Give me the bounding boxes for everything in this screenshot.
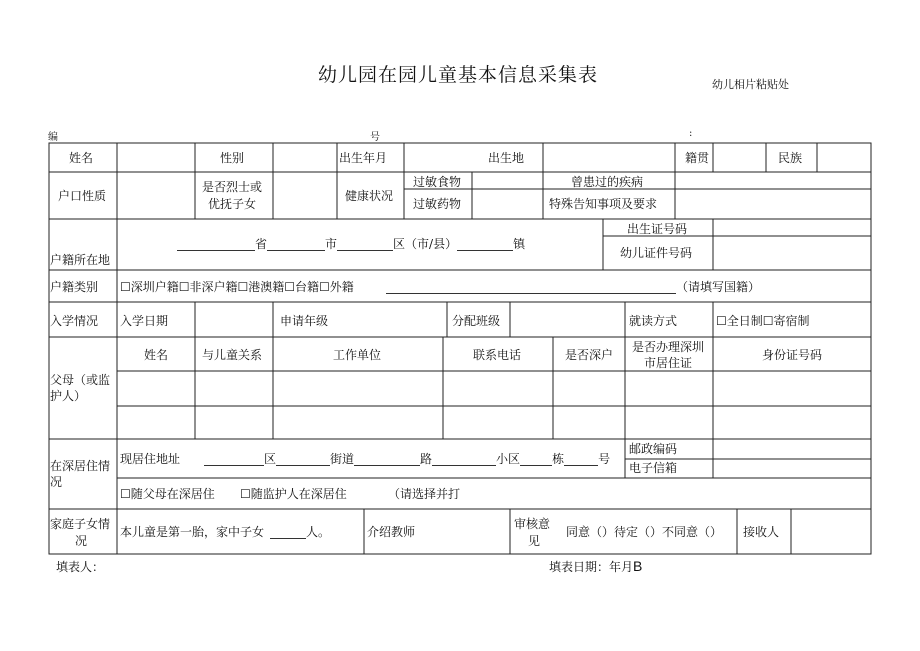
- label-martyr-2: 优抚子女: [208, 197, 257, 211]
- label-postcode: 邮政编码: [629, 442, 678, 456]
- hukou-address-line: [177, 237, 525, 251]
- address-street-label: 街道: [330, 452, 355, 466]
- label-residence-1: 在深居住情: [50, 459, 111, 473]
- number-colon: :: [689, 128, 693, 139]
- city-label: 市: [325, 237, 338, 251]
- fill-date-label: 填表日期：年月: [549, 560, 634, 574]
- nationality-hint: （请填写国籍）: [676, 280, 761, 294]
- persons-label: 人。: [306, 525, 331, 539]
- label-residence-2: 况: [50, 475, 63, 489]
- photo-placeholder-note: 幼儿相片粘贴处: [712, 78, 789, 91]
- label-hukou-category: 户籍类别: [50, 280, 99, 294]
- option-with-parents[interactable]: ☐随父母在深居住: [120, 487, 215, 501]
- label-hukou-type: 户口性质: [58, 189, 107, 203]
- address-street-blank[interactable]: [276, 453, 330, 466]
- address-line: [204, 452, 610, 466]
- header-sz-hukou: 是否深户: [565, 348, 614, 362]
- label-allergy-food: 过敏食物: [413, 175, 462, 189]
- fill-date-day: B: [633, 558, 643, 574]
- town-label: 镇: [513, 237, 526, 251]
- label-address: 现居住地址: [120, 452, 181, 466]
- number-label-2: 号: [370, 132, 380, 143]
- label-family-2: 况: [75, 534, 88, 548]
- label-health: 健康状况: [345, 189, 394, 203]
- header-residence-permit-1: 是否办理深圳: [632, 340, 705, 354]
- label-review-1: 审核意: [514, 517, 551, 531]
- number-label-1: 编: [48, 132, 58, 143]
- label-birth-cert: 出生证号码: [627, 222, 688, 236]
- birth-order-line: [120, 525, 330, 539]
- label-gender: 性别: [220, 151, 245, 165]
- label-parents-1: 父母（或监: [50, 373, 111, 387]
- label-family-1: 家庭子女情: [50, 517, 111, 531]
- address-community-label: 小区: [496, 452, 521, 466]
- label-birth-date: 出生年月: [339, 151, 388, 165]
- label-ethnicity: 民族: [778, 151, 803, 165]
- label-attendance-mode: 就读方式: [629, 314, 678, 328]
- address-number-blank[interactable]: [564, 453, 598, 466]
- address-community-blank[interactable]: [432, 453, 496, 466]
- address-number-label: 号: [598, 452, 611, 466]
- label-grade-applied: 申请年级: [280, 314, 329, 328]
- label-admission: 入学情况: [50, 314, 99, 328]
- page-title: 幼儿园在园儿童基本信息采集表: [318, 64, 599, 86]
- footer-fill-date: [549, 558, 642, 575]
- header-parent-name: 姓名: [144, 348, 169, 362]
- label-native-place: 籍贯: [685, 151, 710, 165]
- birth-order-text: 本儿童是第一胎，家中子女: [120, 525, 265, 539]
- label-review-2: 见: [528, 534, 541, 548]
- label-special-notes: 特殊告知事项及要求: [549, 197, 658, 211]
- residence-select-hint: （请选择并打: [388, 487, 461, 501]
- district-label: 区（市/县）: [393, 237, 458, 251]
- label-referrer: 介绍教师: [367, 525, 416, 539]
- label-email: 电子信箱: [629, 461, 678, 475]
- town-blank[interactable]: [457, 238, 513, 251]
- option-with-guardian[interactable]: ☐随监护人在深居住: [240, 487, 347, 501]
- nationality-blank[interactable]: [386, 281, 676, 294]
- address-district-label: 区: [264, 452, 277, 466]
- header-id-number: 身份证号码: [762, 348, 823, 362]
- header-residence-permit-2: 市居住证: [644, 356, 693, 370]
- label-receiver: 接收人: [743, 525, 780, 539]
- address-building-label: 栋: [552, 452, 565, 466]
- header-workplace: 工作单位: [333, 348, 382, 362]
- address-building-blank[interactable]: [520, 453, 552, 466]
- label-past-illness: 曾患过的疾病: [571, 175, 644, 189]
- header-relation: 与儿童关系: [202, 348, 263, 362]
- address-district-blank[interactable]: [204, 453, 264, 466]
- address-road-label: 路: [420, 452, 433, 466]
- attendance-options[interactable]: ☐全日制☐寄宿制: [716, 314, 810, 328]
- label-birthplace: 出生地: [488, 151, 525, 165]
- label-martyr-1: 是否烈士或: [202, 180, 263, 194]
- label-admission-date: 入学日期: [120, 314, 169, 328]
- footer-filled-by: 填表人：: [56, 560, 105, 574]
- nationality-line: [386, 280, 760, 294]
- label-allergy-drug: 过敏药物: [413, 197, 462, 211]
- label-parents-2: 护人）: [50, 389, 87, 403]
- header-phone: 联系电话: [473, 348, 522, 362]
- address-road-blank[interactable]: [354, 453, 420, 466]
- label-class-assigned: 分配班级: [452, 314, 501, 328]
- review-options[interactable]: 同意（）待定（）不同意（）: [566, 525, 723, 539]
- province-label: 省: [255, 237, 268, 251]
- province-blank[interactable]: [177, 238, 255, 251]
- label-name: 姓名: [69, 151, 94, 165]
- hukou-category-options[interactable]: ☐深圳户籍☐非深户籍☐港澳籍☐台籍☐外籍: [120, 280, 354, 294]
- label-child-id: 幼儿证件号码: [620, 246, 693, 260]
- city-blank[interactable]: [267, 238, 325, 251]
- label-hukou-location: 户籍所在地: [50, 253, 111, 267]
- children-count-blank[interactable]: [270, 526, 306, 539]
- district-blank[interactable]: [337, 238, 393, 251]
